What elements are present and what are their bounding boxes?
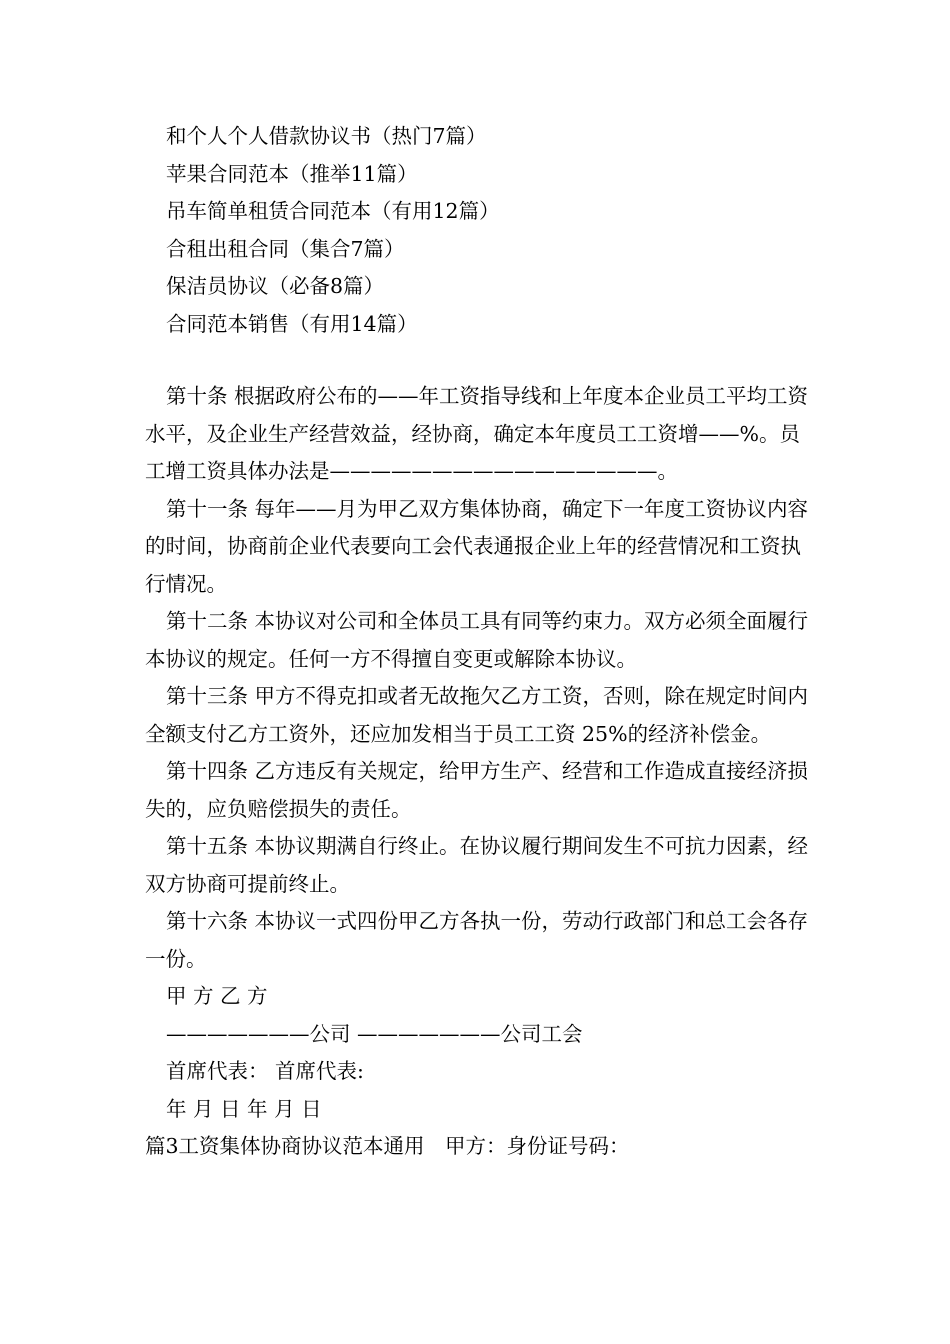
article-13: 第十三条 甲方不得克扣或者无故拖欠乙方工资，否则，除在规定时间内全额支付乙方工资外，还应加发相当于员工工资 25%的经济补偿金。 bbox=[145, 684, 809, 746]
next-section-heading: 篇3工资集体协商协议范本通用 甲方：身份证号码： bbox=[145, 1134, 630, 1158]
article-16: 第十六条 本协议一式四份甲乙方各执一份，劳动行政部门和总工会各存一份。 bbox=[145, 909, 809, 971]
article-12: 第十二条 本协议对公司和全体员工具有同等约束力。双方必须全面履行本协议的规定。任何一方不得擅自变更或解除本协议。 bbox=[145, 609, 809, 671]
signature-representatives: 首席代表： 首席代表: bbox=[166, 1059, 364, 1083]
article-11: 第十一条 每年——月为甲乙双方集体协商，确定下一年度工资协议内容的时间，协商前企业代表要向工会代表通报企业上年的经营情况和工资执行情况。 bbox=[145, 496, 809, 596]
related-link[interactable]: 苹果合同范本（推举11篇） bbox=[166, 161, 418, 186]
article-15: 第十五条 本协议期满自行终止。在协议履行期间发生不可抗力因素，经双方协商可提前终止。 bbox=[145, 834, 809, 896]
article-14: 第十四条 乙方违反有关规定，给甲方生产、经营和工作造成直接经济损失的，应负赔偿损失的责任。 bbox=[145, 759, 809, 821]
related-link[interactable]: 和个人个人借款协议书（热门7篇） bbox=[166, 124, 487, 148]
related-link[interactable]: 保洁员协议（必备8篇） bbox=[166, 274, 385, 298]
signature-companies: ———————公司 ———————公司工会 bbox=[166, 1021, 583, 1046]
signature-parties: 甲 方 乙 方 bbox=[166, 984, 268, 1008]
related-links-list bbox=[166, 118, 500, 343]
signature-dates: 年 月 日 年 月 日 bbox=[166, 1096, 322, 1121]
agreement-body bbox=[145, 378, 813, 1166]
related-link[interactable]: 合同范本销售（有用14篇） bbox=[166, 311, 418, 336]
related-link[interactable]: 合租出租合同（集合7篇） bbox=[166, 236, 405, 261]
related-link[interactable]: 吊车简单租赁合同范本（有用12篇） bbox=[166, 199, 500, 223]
article-10: 第十条 根据政府公布的——年工资指导线和上年度本企业员工平均工资水平，及企业生产经营效益，经协商，确定本年度员工工资增——%。员工增工资具体办法是————————————————。 bbox=[145, 384, 809, 483]
